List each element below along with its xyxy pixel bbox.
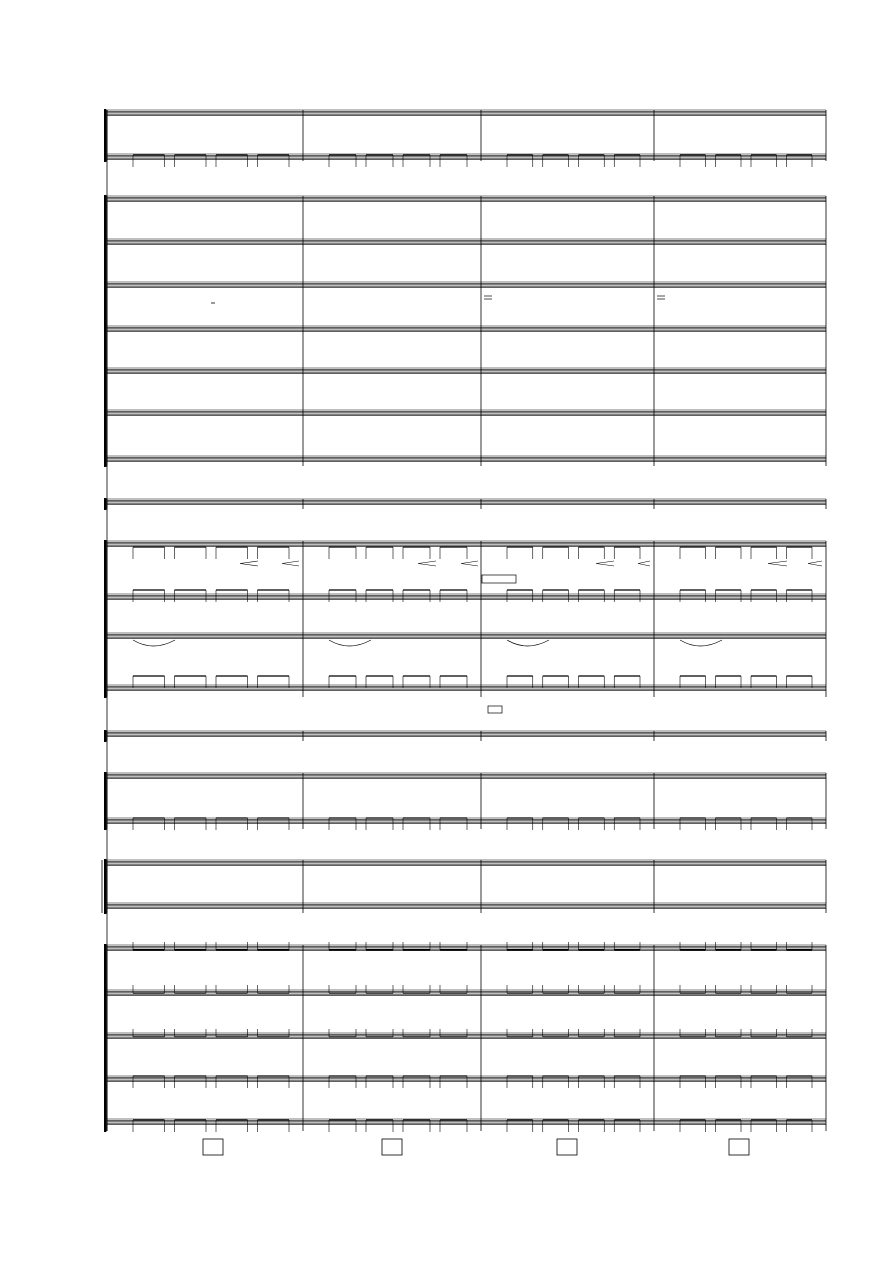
slur bbox=[680, 640, 722, 646]
staff bbox=[107, 633, 826, 639]
staff bbox=[107, 110, 826, 116]
hairpin bbox=[282, 561, 299, 566]
measure-number-box bbox=[203, 1139, 223, 1155]
staff bbox=[107, 499, 826, 505]
measure-number-box bbox=[729, 1139, 749, 1155]
staff bbox=[107, 282, 826, 288]
hairpin bbox=[638, 561, 650, 566]
staff bbox=[107, 818, 826, 824]
staff bbox=[107, 1033, 826, 1039]
slur bbox=[133, 640, 175, 646]
staff bbox=[107, 541, 826, 547]
hairpin bbox=[418, 561, 436, 566]
score-system bbox=[102, 109, 826, 1155]
group-bracket bbox=[104, 540, 106, 698]
rehearsal-mark-box bbox=[488, 706, 502, 713]
staff bbox=[107, 1076, 826, 1082]
staff bbox=[107, 410, 826, 416]
staff bbox=[107, 594, 826, 600]
staff bbox=[107, 196, 826, 202]
measure-number-box bbox=[557, 1139, 577, 1155]
staff bbox=[107, 903, 826, 909]
slur bbox=[329, 640, 371, 646]
slur bbox=[507, 640, 549, 646]
staff bbox=[107, 860, 826, 866]
staff bbox=[107, 773, 826, 779]
group-bracket bbox=[104, 109, 106, 162]
group-bracket bbox=[104, 730, 106, 742]
staff bbox=[107, 685, 826, 691]
staff bbox=[107, 731, 826, 737]
hairpin bbox=[596, 561, 614, 566]
hairpin bbox=[461, 561, 478, 566]
staff bbox=[107, 239, 826, 245]
group-bracket bbox=[104, 195, 106, 467]
hairpin bbox=[768, 561, 787, 566]
staff bbox=[107, 368, 826, 374]
group-bracket bbox=[104, 772, 106, 830]
hairpin bbox=[808, 561, 822, 566]
hairpin bbox=[240, 561, 258, 566]
group-bracket bbox=[104, 944, 106, 1132]
group-bracket bbox=[104, 498, 106, 510]
group-bracket bbox=[104, 859, 106, 914]
staff bbox=[107, 326, 826, 332]
measure-number-box bbox=[382, 1139, 402, 1155]
staff bbox=[107, 456, 826, 462]
rehearsal-mark-box bbox=[482, 575, 516, 583]
